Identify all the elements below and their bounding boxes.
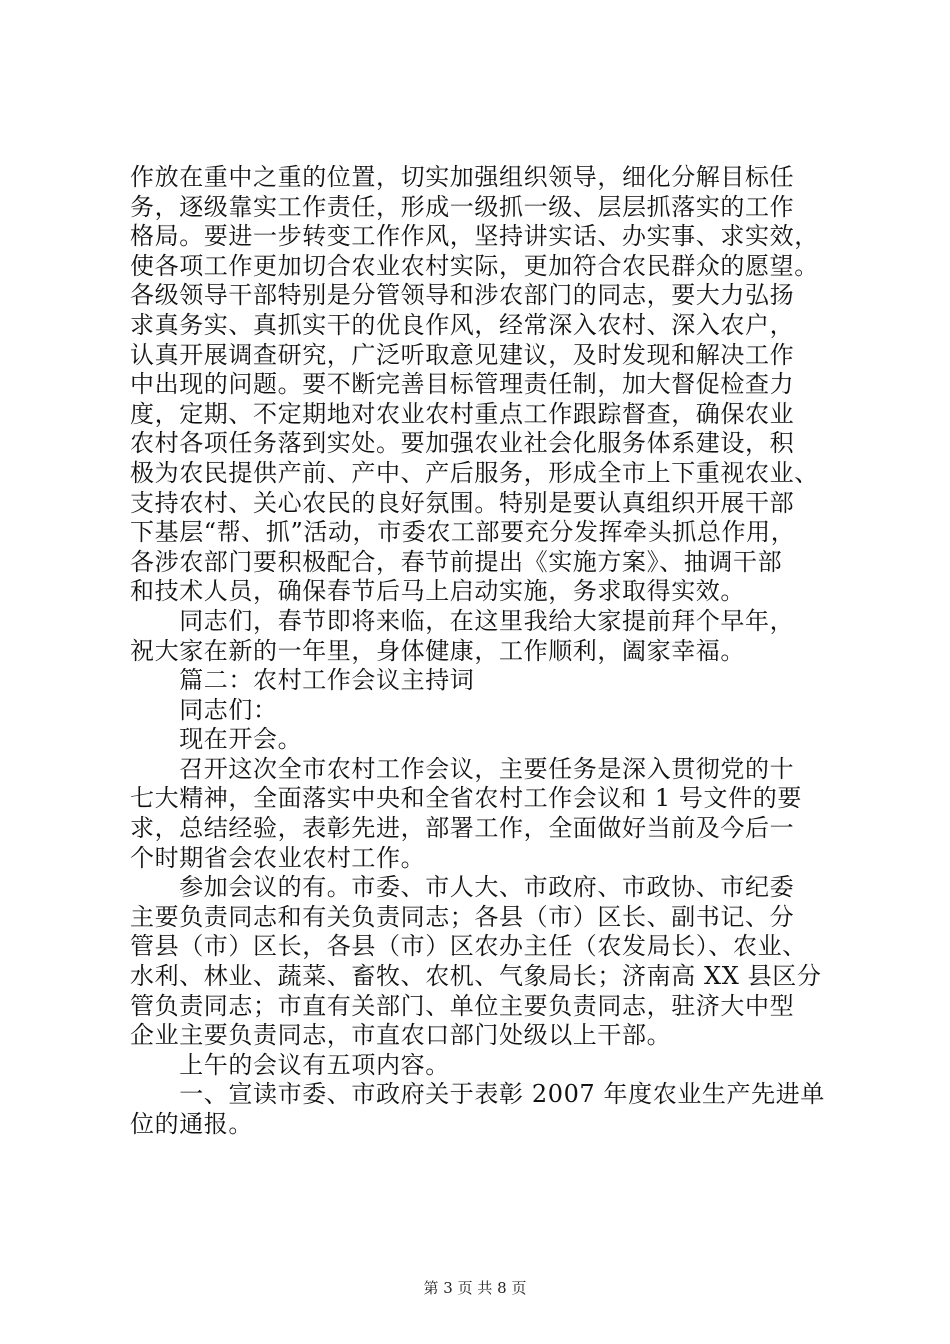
document-body [130,163,836,1140]
text-line: 水利、林业、蔬菜、畜牧、农机、气象局长；济南高 XX 县区分 [130,962,822,991]
text-line: 务，逐级靠实工作责任，形成一级抓一级、层层抓落实的工作 [130,192,795,221]
text-line: 参加会议的有。市委、市人大、市政府、市政协、市纪委 [130,873,795,902]
text-line: 各级领导干部特别是分管领导和涉农部门的同志，要大力弘扬 [130,281,795,310]
text-line: 位的通报。 [130,1110,253,1138]
text-line: 求真务实、真抓实干的优良作风，经常深入农村、深入农户， [130,310,795,339]
text-line: 使各项工作更加切合农业农村实际，更加符合农民群众的愿望。 [130,251,819,280]
text-line: 个时期省会农业农村工作。 [130,843,426,872]
text-line: 召开这次全市农村工作会议，主要任务是深入贯彻党的十 [130,754,795,783]
page-number-footer: 第 3 页 共 8 页 [423,1279,527,1297]
text-line: 中出现的问题。要不断完善目标管理责任制，加大督促检查力 [130,370,795,399]
text-line: 认真开展调查研究，广泛听取意见建议，及时发现和解决工作 [130,340,795,369]
section-heading: 篇二：农村工作会议主持词 [130,666,475,695]
text-line: 主要负责同志和有关负责同志；各县（市）区长、副书记、分 [130,902,795,931]
text-line: 作放在重中之重的位置，切实加强组织领导，细化分解目标任 [130,163,795,191]
text-line: 下基层“帮、抓”活动，市委农工部要充分发挥牵头抓总作用， [130,518,796,547]
text-line: 同志们，春节即将来临，在这里我给大家提前拜个早年， [130,606,795,635]
text-line: 和技术人员，确保春节后马上启动实施，务求取得实效。 [130,577,745,606]
text-line: 七大精神，全面落实中央和全省农村工作会议和 1 号文件的要 [130,784,802,813]
text-line: 同志们： [130,695,278,724]
text-line: 祝大家在新的一年里，身体健康，工作顺利，阖家幸福。 [130,636,745,665]
text-line: 企业主要负责同志，市直农口部门处级以上干部。 [130,1021,672,1050]
text-line: 管县（市）区长，各县（市）区农办主任（农发局长）、农业、 [130,932,807,961]
text-line: 农村各项任务落到实处。要加强农业社会化服务体系建设，积 [130,429,795,458]
text-line: 极为农民提供产前、产中、产后服务，形成全市上下重视农业、 [130,458,819,487]
text-line: 各涉农部门要积极配合，春节前提出《实施方案》、抽调干部 [130,547,783,576]
text-line: 现在开会。 [130,725,303,754]
text-line: 管负责同志；市直有关部门、单位主要负责同志，驻济大中型 [130,991,795,1020]
text-line: 度，定期、不定期地对农业农村重点工作跟踪督查，确保农业 [130,399,795,428]
text-line: 求，总结经验，表彰先进，部署工作，全面做好当前及今后一 [130,814,795,843]
text-line: 一、宣读市委、市政府关于表彰 2007 年度农业生产先进单 [130,1080,825,1109]
text-line: 格局。要进一步转变工作作风，坚持讲实话、办实事、求实效， [130,222,819,251]
text-line: 上午的会议有五项内容。 [130,1050,450,1079]
text-line: 支持农村、关心农民的良好氛围。特别是要认真组织开展干部 [130,488,795,517]
